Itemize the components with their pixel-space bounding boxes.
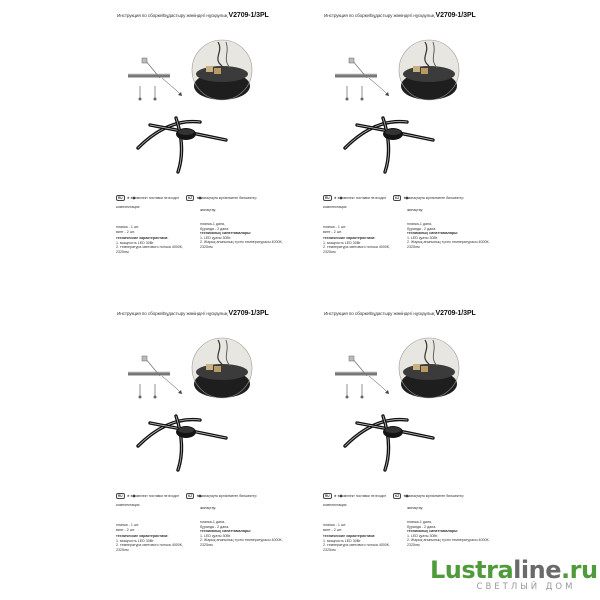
ru-header-text: в комплект поставки не входит bbox=[130, 494, 180, 498]
ru-spec: 2325лм bbox=[116, 249, 129, 254]
kz-spec: 2. Жарық ағынының түстік температурасы 4000К, bbox=[407, 538, 490, 543]
ru-item: планка - 1 шт. bbox=[323, 523, 346, 527]
ru-subheader: комплектация: bbox=[323, 205, 348, 209]
kz-spec: 2325лм bbox=[407, 542, 420, 547]
mounting-bracket-diagram bbox=[128, 356, 182, 399]
kz-specs bbox=[407, 231, 490, 249]
mounting-bracket-diagram bbox=[128, 58, 182, 101]
ru-spec: 2325лм bbox=[323, 249, 336, 254]
ru-specs bbox=[116, 534, 183, 552]
sheet-slot bbox=[207, 298, 507, 598]
kz-spec-title: техникалық сипаттамалары: bbox=[200, 529, 252, 533]
model-number: V2709-1/3PL bbox=[228, 310, 269, 317]
ru-item: планка - 1 шт. bbox=[323, 225, 346, 229]
kz-spec-title: техникалық сипаттамалары: bbox=[200, 231, 252, 235]
watermark-tagline: СВЕТЛЫЙ ДОМ bbox=[476, 582, 576, 592]
ru-spec: 2. температура светового потока 4000К, bbox=[116, 245, 183, 250]
kz-subheader: жинақтау: bbox=[200, 506, 217, 510]
chandelier-drawing bbox=[345, 118, 433, 172]
ru-badge: RU bbox=[325, 494, 330, 498]
title-text: Инструкция по сборке/Бұдастыру жөніндегі нұсқаулық bbox=[324, 311, 435, 316]
sheet-slot bbox=[207, 0, 507, 300]
ru-items bbox=[323, 225, 346, 234]
ru-header: RU ★ в комплект поставки не входит bbox=[325, 494, 387, 498]
ru-item: винт - 2 шт. bbox=[323, 527, 342, 532]
wiring-photo bbox=[399, 338, 459, 398]
ru-header: RU ★ в комплект поставки не входит bbox=[118, 196, 180, 200]
brand-part1: Lustra bbox=[430, 556, 514, 584]
kz-header: KZ ★ жинақтауға кіргізілмеген бөлшектер bbox=[188, 494, 257, 498]
ru-items bbox=[116, 523, 139, 532]
watermark-brand bbox=[430, 558, 600, 582]
kz-spec: 1. LED қуаты 30Вт. bbox=[200, 533, 231, 538]
kz-badge: KZ bbox=[188, 196, 193, 200]
chandelier-drawing bbox=[345, 416, 433, 470]
kz-item: бұранда - 2 дана. bbox=[200, 524, 230, 529]
kz-item: планка-1 дана, bbox=[200, 520, 225, 524]
ru-spec: 2. температура светового потока 4000К, bbox=[323, 543, 390, 548]
ru-spec: 2325лм bbox=[116, 547, 129, 552]
instruction-sheet bbox=[207, 0, 507, 300]
kz-subheader: жинақтау: bbox=[407, 208, 424, 212]
kz-header-text: жинақтауға кіргізілмеген бөлшектер bbox=[407, 494, 464, 498]
product-illustration bbox=[207, 0, 507, 300]
ru-subheader: комплектация: bbox=[323, 503, 348, 507]
ru-item: винт - 2 шт. bbox=[116, 527, 135, 532]
kz-spec-title: техникалық сипаттамалары: bbox=[407, 231, 459, 235]
mounting-bracket-diagram bbox=[335, 58, 389, 101]
kz-header-text: жинақтауға кіргізілмеген бөлшектер bbox=[407, 196, 464, 200]
ru-header: RU ★ в комплект поставки не входит bbox=[118, 494, 180, 498]
ru-header-text: в комплект поставки не входит bbox=[337, 494, 387, 498]
kz-badge: KZ bbox=[188, 494, 193, 498]
kz-header: KZ ★ жинақтауға кіргізілмеген бөлшектер bbox=[395, 196, 464, 200]
brand-part2: line bbox=[513, 556, 561, 584]
ru-spec-title: технические характеристики: bbox=[116, 236, 169, 240]
kz-spec: 2. Жарық ағынының түстік температурасы 4000К, bbox=[407, 240, 490, 245]
ru-header-text: в комплект поставки не входит bbox=[130, 196, 180, 200]
kz-header: KZ ★ жинақтауға кіргізілмеген бөлшектер bbox=[395, 494, 464, 498]
ru-header: RU ★ в комплект поставки не входит bbox=[325, 196, 387, 200]
ru-spec: 1. мощность LED 30Вт bbox=[116, 240, 154, 245]
title-text: Инструкция по сборке/Бұдастыру жөніндегі нұсқаулық bbox=[324, 13, 435, 18]
kz-spec-title: техникалық сипаттамалары: bbox=[407, 529, 459, 533]
kz-spec: 2325лм bbox=[407, 244, 420, 249]
ru-subheader: комплектация: bbox=[116, 205, 141, 209]
ru-spec-title: технические характеристики: bbox=[323, 236, 376, 240]
kz-spec: 2. Жарық ағынының түстік температурасы 4000К, bbox=[200, 240, 283, 245]
kz-header: KZ ★ жинақтауға кіргізілмеген бөлшектер bbox=[188, 196, 257, 200]
title-text: Инструкция по сборке/Бұдастыру жөніндегі нұсқаулық bbox=[117, 311, 228, 316]
kz-spec: 2325лм bbox=[200, 542, 213, 547]
ru-item: планка - 1 шт. bbox=[116, 523, 139, 527]
kz-item: бұранда - 2 дана. bbox=[407, 226, 437, 231]
product-illustration bbox=[207, 298, 507, 598]
kz-specs bbox=[407, 529, 490, 547]
ru-spec: 2. температура светового потока 4000К, bbox=[116, 543, 183, 548]
wiring-photo bbox=[399, 40, 459, 100]
model-number: V2709-1/3PL bbox=[228, 12, 269, 19]
ru-spec: 1. мощность LED 30Вт bbox=[323, 538, 361, 543]
ru-specs bbox=[323, 534, 390, 552]
kz-spec: 1. LED қуаты 30Вт. bbox=[407, 235, 438, 240]
ru-spec-title: технические характеристики: bbox=[323, 534, 376, 538]
ru-specs bbox=[116, 236, 183, 254]
ru-spec: 1. мощность LED 30Вт bbox=[116, 538, 154, 543]
kz-header-text: жинақтауға кіргізілмеген бөлшектер bbox=[200, 196, 257, 200]
kz-items bbox=[407, 222, 436, 231]
ru-spec: 2325лм bbox=[323, 547, 336, 552]
kz-spec: 1. LED қуаты 30Вт. bbox=[407, 533, 438, 538]
ru-items bbox=[116, 225, 139, 234]
kz-spec: 1. LED қуаты 30Вт. bbox=[200, 235, 231, 240]
ru-badge: RU bbox=[118, 494, 123, 498]
ru-item: винт - 2 шт. bbox=[116, 229, 135, 234]
kz-spec: 2. Жарық ағынының түстік температурасы 4000К, bbox=[200, 538, 283, 543]
kz-subheader: жинақтау: bbox=[407, 506, 424, 510]
ru-badge: RU bbox=[325, 196, 330, 200]
kz-badge: KZ bbox=[395, 494, 400, 498]
kz-items bbox=[407, 520, 436, 529]
mounting-bracket-diagram bbox=[335, 356, 389, 399]
kz-item: планка-1 дана, bbox=[407, 520, 432, 524]
brand-part3: .ru bbox=[561, 556, 598, 584]
watermark-logo bbox=[430, 558, 600, 598]
ru-badge: RU bbox=[118, 196, 123, 200]
kz-header-text: жинақтауға кіргізілмеген бөлшектер bbox=[200, 494, 257, 498]
ru-items bbox=[323, 523, 346, 532]
ru-subheader: комплектация: bbox=[116, 503, 141, 507]
ru-item: планка - 1 шт. bbox=[116, 225, 139, 229]
kz-subheader: жинақтау: bbox=[200, 208, 217, 212]
kz-item: планка-1 дана, bbox=[200, 222, 225, 226]
ru-spec-title: технические характеристики: bbox=[116, 534, 169, 538]
kz-badge: KZ bbox=[395, 196, 400, 200]
ru-spec: 2. температура светового потока 4000К, bbox=[323, 245, 390, 250]
ru-spec: 1. мощность LED 30Вт bbox=[323, 240, 361, 245]
kz-item: планка-1 дана, bbox=[407, 222, 432, 226]
kz-item: бұранда - 2 дана. bbox=[200, 226, 230, 231]
ru-item: винт - 2 шт. bbox=[323, 229, 342, 234]
title-text: Инструкция по сборке/Бұдастыру жөніндегі нұсқаулық bbox=[117, 13, 228, 18]
model-number: V2709-1/3PL bbox=[435, 310, 476, 317]
kz-spec: 2325лм bbox=[200, 244, 213, 249]
model-number: V2709-1/3PL bbox=[435, 12, 476, 19]
kz-item: бұранда - 2 дана. bbox=[407, 524, 437, 529]
instruction-sheet bbox=[207, 298, 507, 598]
ru-specs bbox=[323, 236, 390, 254]
ru-header-text: в комплект поставки не входит bbox=[337, 196, 387, 200]
